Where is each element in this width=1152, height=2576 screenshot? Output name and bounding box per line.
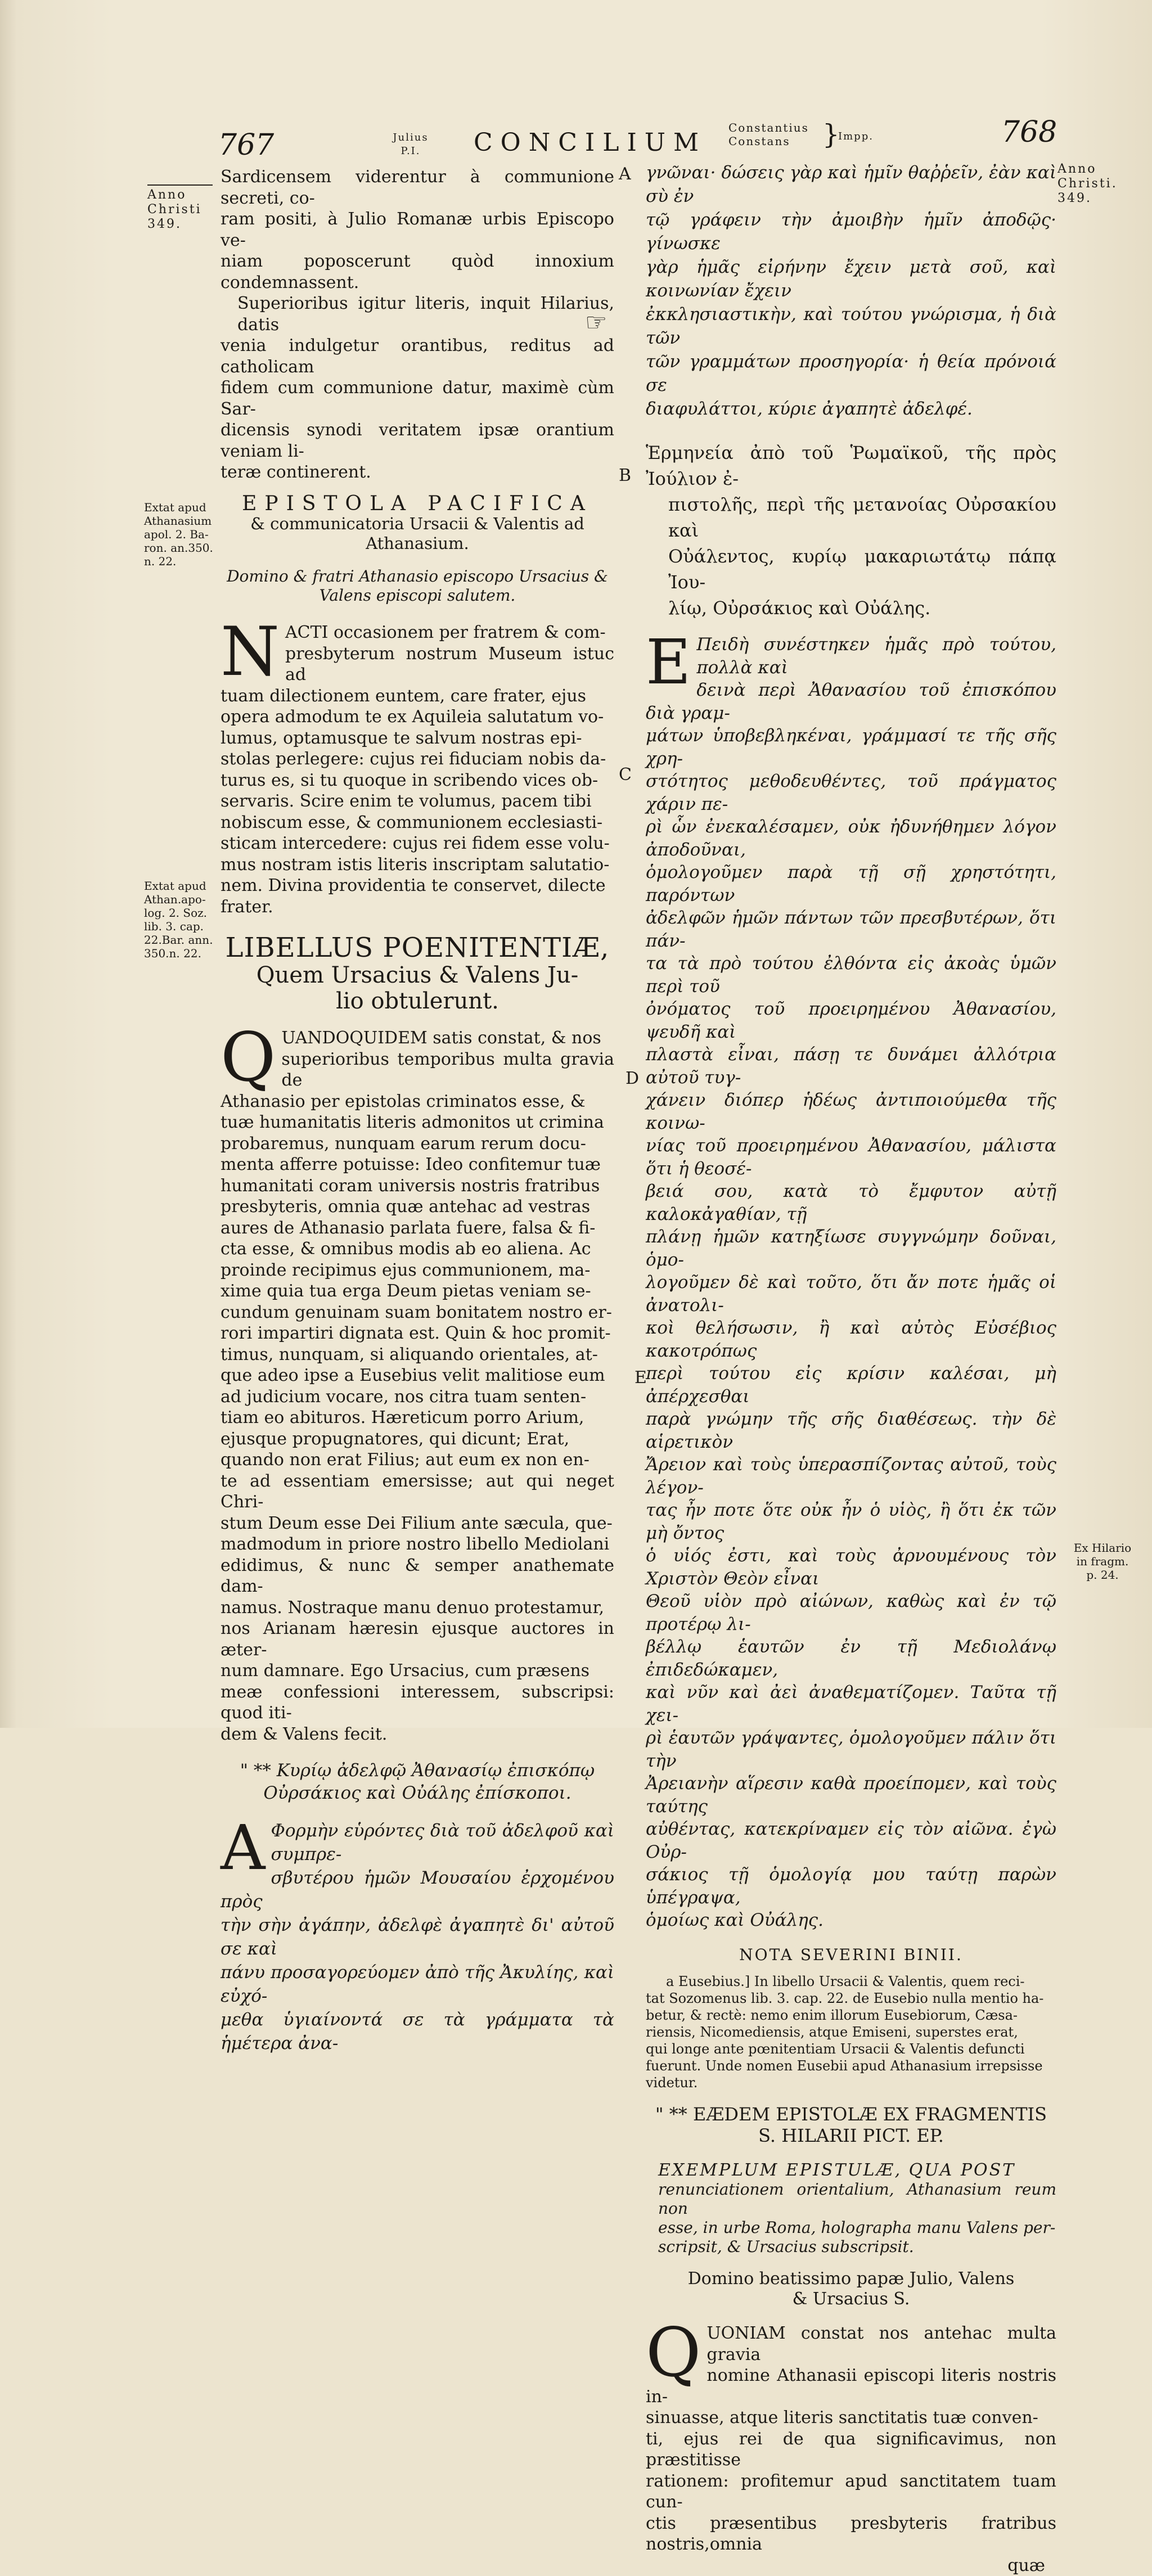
section-letter-e: E [634, 1368, 647, 1388]
text-line: γὰρ ἡμᾶς εἰρήνην ἔχειν μετὰ σοῦ, καὶ κοινωνίαν ἔχειν [646, 255, 1056, 303]
libellus-heading: LIBELLUS POENITENTIÆ, [220, 933, 614, 962]
drop-cap: Q [646, 2326, 701, 2380]
anno-word: Anno [1058, 162, 1131, 177]
text-line: lio obtulerunt. [220, 988, 614, 1014]
epistola-heading: EPISTOLA PACIFICA [220, 493, 614, 515]
margin-note-extat-1 [144, 501, 223, 568]
text-line: meæ confessioni interessem, subscripsi: quod iti- [220, 1682, 614, 1724]
text-line: νίας τοῦ προειρημένου Ἀθανασίου, μάλιστα ὅτι ἡ θεοσέ- [646, 1134, 1056, 1180]
text-line: presbyterum nostrum Museum istuc ad [220, 643, 614, 686]
text-line: dicensis synodi veritatem ipsæ orantium veniam li- [220, 420, 614, 462]
text-line: stum Deum esse Dei Filium ante sæcula, que- [220, 1513, 614, 1534]
text-line: UONIAM constat nos antehac multa gravia [646, 2323, 1056, 2365]
emperor-constans: Constans [728, 134, 809, 148]
text-line: lumus, optamusque te salvum nostras epi- [220, 728, 614, 749]
drop-cap: A [220, 1822, 265, 1873]
text-line: servaris. Scire enim te volumus, pacem tibi [220, 791, 614, 812]
hermeneia-heading [646, 440, 1056, 621]
text-line: ctis præsentibus presbyteris fratribus nostris,omnia [646, 2513, 1056, 2555]
year-number: 349. [147, 217, 215, 232]
text-line: τῶν γραμμάτων προσηγορία· ἡ θεία πρόνοιά σε [646, 350, 1056, 397]
text-line: ἐκκλησιαστικὴν, καὶ τούτου γνώρισμα, ἡ διὰ τῶν [646, 303, 1056, 350]
emperor-constantius: Constantius [728, 121, 809, 134]
text-line: fuerunt. Unde nomen Eusebii apud Athanasium irrepsisse [646, 2057, 1056, 2074]
left-column [220, 166, 614, 2055]
text-line: " ** Κυρίῳ ἀδελφῷ Ἀθανασίῳ ἐπισκόπῳ [220, 1759, 614, 1782]
margin-line: in fragm. [1069, 1555, 1136, 1568]
margin-line: Athan.apo- [144, 893, 223, 906]
eaedem-heading [646, 2104, 1056, 2146]
text-line: Athanasio per epistolas criminatos esse, & [220, 1091, 614, 1113]
text-line: quando non erat Filius; aut eum ex non en- [220, 1449, 614, 1471]
text-line: opera admodum te ex Aquileia salutatum vo- [220, 706, 614, 728]
margin-note-extat-2 [144, 879, 223, 960]
nota-heading: NOTA SEVERINI BINII. [646, 1944, 1056, 1966]
margin-line: apol. 2. Ba- [144, 528, 223, 541]
text-line: proinde recipimus ejus communionem, ma- [220, 1260, 614, 1281]
text-line: tiam eo abituros. Hæreticum porro Arium, [220, 1407, 614, 1429]
text-line: ad judicium vocare, nos citra tuam senten- [220, 1386, 614, 1408]
text-line: κοὶ θελήσωσιν, ἢ καὶ αὐτὸς Εὐσέβιος κακοτρόπως [646, 1317, 1056, 1362]
text-line: edidimus, & nunc & semper anathemate dam- [220, 1555, 614, 1597]
section-letter-a: A [619, 164, 631, 184]
right-column [646, 161, 1056, 2576]
drop-cap: N [220, 625, 280, 679]
margin-line: Extat apud [144, 501, 223, 514]
margin-line: Ex Hilario [1069, 1541, 1136, 1555]
greek-salutation [220, 1759, 614, 1804]
text-line: que adeo ipse a Eusebius velit malitiose eum [220, 1365, 614, 1386]
greek-paragraph [220, 1819, 614, 2055]
text-line: mus nostram istis literis inscriptam salutatio- [220, 854, 614, 876]
text-line: nobiscum esse, & communionem ecclesiasti- [220, 812, 614, 834]
text-line: a Eusebius.] In libello Ursacii & Valentis, quem reci- [646, 1973, 1056, 1990]
year-number: 349. [1058, 191, 1131, 206]
text-line: teræ continerent. [220, 462, 614, 483]
margin-line: log. 2. Soz. [144, 906, 223, 920]
text-line: madmodum in priore nostro libello Mediolani [220, 1534, 614, 1555]
nacti-paragraph [220, 622, 614, 917]
text-line: ρὶ ἑαυτῶν γράψαντες, ὁμολογοῦμεν πάλιν ὅτι τὴν [646, 1727, 1056, 1772]
epistola-subheading [220, 514, 614, 553]
text-line: Οὐάλεντος, κυρίῳ μακαριωτάτῳ πάπᾳ Ἰου- [646, 543, 1056, 595]
text-line: Πειδὴ συνέστηκεν ἡμᾶς πρὸ τούτου, πολλὰ καὶ [646, 633, 1056, 679]
text-line: σβυτέρου ἡμῶν Μουσαίου ἐρχομένου πρὸς [220, 1866, 614, 1913]
text-line: περὶ τούτου εἰς κρίσιν καλέσαι, μὴ ἀπέρχεσθαι [646, 1362, 1056, 1408]
text-line: ὀνόματος τοῦ προειρημένου Ἀθανασίου, ψευδῆ καὶ [646, 998, 1056, 1043]
domino-salutation [646, 2269, 1056, 2309]
anno-word: Anno [147, 188, 215, 202]
margin-line: Extat apud [144, 879, 223, 893]
text-line: venia indulgetur orantibus, reditus ad catholicam [220, 335, 614, 377]
greek-top-paragraph [646, 161, 1056, 421]
text-line: frater. [220, 897, 614, 918]
text-line: πλαστὰ εἶναι, πάσῃ τε δυνάμει ἀλλότρια αὐτοῦ τυγ- [646, 1043, 1056, 1089]
julius-label [388, 131, 433, 158]
text-line: & communicatoria Ursacii & Valentis ad [220, 514, 614, 534]
text-line: humanitati coram universis nostris fratribus [220, 1176, 614, 1197]
text-line: βειά σου, κατὰ τὸ ἔμφυτον αὐτῇ καλοκἀγαθίαν, τῇ [646, 1180, 1056, 1226]
margin-line: ron. an.350. [144, 541, 223, 555]
salutation [220, 567, 614, 605]
margin-line: 350.n. 22. [144, 947, 223, 960]
greek-confession-paragraph [646, 633, 1056, 1932]
text-line: presbyteris, omnia quæ antehac ad vestras [220, 1196, 614, 1218]
text-line: UANDOQUIDEM satis constat, & nos [220, 1028, 614, 1049]
quoniam-paragraph [646, 2323, 1056, 2576]
text-line: ACTI occasionem per fratrem & com- [220, 622, 614, 643]
text-line: λογοῦμεν δὲ καὶ τοῦτο, ὅτι ἄν ποτε ἡμᾶς οἱ ἀνατολι- [646, 1271, 1056, 1317]
text-line: nomine Athanasii episcopi literis nostris in- [646, 2365, 1056, 2407]
text-line: nos Arianam hæresin ejusque auctores in æter- [220, 1618, 614, 1660]
julius-name: Julius [388, 131, 433, 145]
text-line: tat Sozomenus lib. 3. cap. 22. de Eusebio nulla mentio ha- [646, 1990, 1056, 2007]
brace-icon: } [822, 121, 840, 148]
text-line: Ἄρειον καὶ τοὺς ὑπερασπίζοντας αὐτοῦ, τοὺς λέγον- [646, 1453, 1056, 1499]
section-letter-d: D [626, 1069, 639, 1088]
text-line: πιστολῆς, περὶ τῆς μετανοίας Οὐρσακίου καὶ [646, 492, 1056, 543]
text-line: betur, & rectè: nemo enim illorum Eusebiorum, Cæsa- [646, 2007, 1056, 2024]
margin-line: p. 24. [1069, 1568, 1136, 1582]
text-line: διαφυλάττοι, κύριε ἀγαπητὲ ἀδελφέ. [646, 397, 1056, 421]
page-title: CONCILIUM [474, 128, 706, 157]
text-line: esse, in urbe Roma, holographa manu Valens per- [658, 2218, 1056, 2237]
text-line: rationem: profitemur apud sanctitatem tuam cun- [646, 2471, 1056, 2513]
julius-pi: P.I. [388, 145, 433, 158]
text-line: aures de Athanasio parlata fuere, falsa & fi- [220, 1218, 614, 1239]
text-line: χάνειν διόπερ ἡδέως ἀντιποιούμεθα τῆς κοινω- [646, 1089, 1056, 1134]
text-line: ὁ υἱός ἐστι, καὶ τοὺς ἀρνουμένους τὸν Χριστὸν Θεὸν εἶναι [646, 1544, 1056, 1590]
text-line: πλάνῃ ἡμῶν κατηξίωσε συγγνώμην δοῦναι, ὁμο- [646, 1226, 1056, 1271]
text-line: num damnare. Ego Ursacius, cum præsens [220, 1660, 614, 1682]
text-line: καὶ νῦν καὶ ἀεὶ ἀναθεματίζομεν. Ταῦτα τῇ χει- [646, 1681, 1056, 1727]
text-line: tuæ humanitatis literis admonitos ut crimina [220, 1112, 614, 1133]
text-line: παρὰ γνώμην τῆς σῆς διαθέσεως. τὴν δὲ αἱρετικὸν [646, 1408, 1056, 1453]
text-line: ram positi, à Julio Romanæ urbis Episcopo ve- [220, 209, 614, 251]
text-line: ρὶ ὧν ἐνεκαλέσαμεν, οὐκ ἠδυνήθημεν λόγον ἀποδοῦναι, [646, 816, 1056, 861]
text-line: fidem cum communione datur, maximè cùm Sar- [220, 377, 614, 420]
text-line: τὴν σὴν ἀγάπην, ἀδελφὲ ἀγαπητὲ δι' αὐτοῦ σε καὶ [220, 1913, 614, 1961]
text-line: Οὐρσάκιος καὶ Οὐάλης ἐπίσκοποι. [220, 1782, 614, 1804]
text-line: xime quia tua erga Deum pietas veniam se- [220, 1281, 614, 1302]
text-line: scripsit, & Ursacius subscripsit. [658, 2237, 1056, 2257]
text-line: superioribus temporibus multa gravia de [220, 1049, 614, 1091]
text-line: tuam dilectionem euntem, care frater, ejus [220, 686, 614, 707]
text-line: stolas perlegere: cujus rei fiduciam nobis da- [220, 749, 614, 770]
text-line: timus, nunquam, si aliquando orientales, at- [220, 1344, 614, 1366]
text-line: dem & Valens fecit. [220, 1724, 614, 1745]
page-number-right: 768 [1001, 115, 1057, 149]
text-line: ἀδελφῶν ἡμῶν πάντων τῶν πρεσβυτέρων, ὅτι πάν- [646, 907, 1056, 952]
text-line: ti, ejus rei de qua significavimus, non præstitisse [646, 2429, 1056, 2471]
text-line: qui longe ante pœnitentiam Ursacii & Valentis defuncti [646, 2041, 1056, 2057]
christi-word: Christi [147, 202, 215, 217]
section-letter-c: C [619, 765, 632, 785]
margin-line: n. 22. [144, 555, 223, 568]
text-line: τῷ γράφειν τὴν ἀμοιβὴν ἡμῖν ἀποδῷς· γίνωσκε [646, 208, 1056, 255]
text-line: μεθα ὑγιαίνοντά σε τὰ γράμματα τὰ ἡμέτερα ἀνα- [220, 2008, 614, 2055]
text-line: Sardicensem viderentur à communione secreti, co- [220, 166, 614, 209]
text-line: Superioribus igitur literis, inquit Hilarius, datis [220, 293, 614, 335]
text-line: EXEMPLUM EPISTULÆ, QUA POST [658, 2161, 1056, 2180]
text-line: rori impartiri dignata est. Quin & hoc promit- [220, 1323, 614, 1344]
text-line: Φορμὴν εὑρόντες διὰ τοῦ ἀδελφοῦ καὶ συμπρε- [220, 1819, 614, 1866]
pointing-hand-icon: ☞ [585, 308, 607, 337]
emperors-label [728, 121, 809, 148]
impp-label: Impp. [838, 130, 874, 143]
text-line: menta afferre potuisse: Ideo confitemur tuæ [220, 1154, 614, 1176]
anno-christi-right [1058, 162, 1131, 206]
page-number-left: 767 [218, 128, 274, 162]
text-line: μάτων ὑποβεβληκέναι, γράμμασί τε τῆς σῆς χρη- [646, 724, 1056, 770]
text-line: Θεοῦ υἱὸν πρὸ αἰώνων, καθὼς καὶ ἐν τῷ προτέρῳ λι- [646, 1590, 1056, 1636]
text-line: τας ἦν ποτε ὅτε οὐκ ἦν ὁ υἱὸς, ἢ ὅτι ἐκ τῶν μὴ ὄντος [646, 1499, 1056, 1544]
margin-line: lib. 3. cap. [144, 920, 223, 933]
drop-cap: E [646, 637, 691, 687]
text-line: ejusque propugnatores, qui dicunt; Erat, [220, 1429, 614, 1450]
text-line: βέλλῳ ἑαυτῶν ἐν τῇ Μεδιολάνῳ ἐπιδεδώκαμεν, [646, 1636, 1056, 1681]
text-line: Domino & fratri Athanasio episcopo Ursacius & [220, 567, 614, 586]
text-line: renunciationem orientalium, Athanasium reum non [658, 2180, 1056, 2218]
text-line: namus. Nostraque manu denuo protestamur, [220, 1597, 614, 1619]
text-line: Quem Ursacius & Valens Ju- [220, 962, 614, 988]
text-line: sinuasse, atque literis sanctitatis tuæ conven- [646, 2407, 1056, 2429]
text-line: σάκιος τῇ ὁμολογίᾳ μου ταύτῃ παρὼν ὑπέγραψα, [646, 1863, 1056, 1909]
text-line: sticam intercedere: cujus rei fidem esse volu- [220, 833, 614, 854]
text-line: & Ursacius S. [646, 2289, 1056, 2309]
text-line: S. HILARII PICT. EP. [646, 2125, 1056, 2146]
text-line: πάνυ προσαγορεύομεν ἀπὸ τῆς Ἀκυλίης, καὶ εὐχό- [220, 1961, 614, 2008]
text-line: δεινὰ περὶ Ἀθανασίου τοῦ ἐπισκόπου διὰ γραμ- [646, 679, 1056, 724]
christi-word: Christi. [1058, 177, 1131, 191]
catchword: quæ [646, 2555, 1056, 2576]
text-line: turus es, si tu quoque in scribendo vices ob- [220, 770, 614, 791]
text-line: αὐθέντας, κατεκρίναμεν εἰς τὸν αἰῶνα. ἐγὼ Οὐρ- [646, 1818, 1056, 1863]
text-line: Valens episcopi salutem. [220, 586, 614, 605]
nota-paragraph [646, 1973, 1056, 2091]
text-line: riensis, Nicomediensis, atque Emiseni, superstes erat, [646, 2024, 1056, 2041]
text-line: Domino beatissimo papæ Julio, Valens [646, 2269, 1056, 2289]
text-line: niam poposcerunt quòd innoxium condemnassent. [220, 251, 614, 293]
text-line: cundum genuinam suam bonitatem nostro er- [220, 1302, 614, 1323]
drop-cap: Q [220, 1031, 276, 1085]
text-line: te ad essentiam emersisse; aut qui neget Chri- [220, 1471, 614, 1513]
exemplum-heading [646, 2161, 1056, 2257]
margin-note-hilario [1069, 1541, 1136, 1582]
text-line: Ἀρειανὴν αἵρεσιν καθὰ προείπομεν, καὶ τοὺς ταύτης [646, 1772, 1056, 1818]
libellus-subheading [220, 962, 614, 1014]
anno-rule [147, 184, 213, 186]
margin-line: 22.Bar. ann. [144, 933, 223, 947]
section-letter-b: B [619, 466, 631, 485]
text-line: λίῳ, Οὐρσάκιος καὶ Οὐάλης. [646, 595, 1056, 621]
text-line: γνῶναι· δώσεις γὰρ καὶ ἡμῖν θαῤῥεῖν, ἐὰν καὶ σὺ ἐν [646, 161, 1056, 208]
text-line: probaremus, nunquam earum rerum docu- [220, 1133, 614, 1155]
text-line: στότητος μεθοδευθέντες, τοῦ πράγματος χάριν πε- [646, 770, 1056, 816]
text-line: " ** EÆDEM EPISTOLÆ EX FRAGMENTIS [646, 2104, 1056, 2125]
text-line: Ἑρμηνεία ἀπὸ τοῦ Ῥωμαϊκοῦ, τῆς πρὸς Ἰούλιον ἐ- [646, 440, 1056, 492]
anno-christi-left [147, 184, 215, 232]
text-line: τα τὰ πρὸ τούτου ἐλθόντα εἰς ἀκοὰς ὑμῶν περὶ τοῦ [646, 952, 1056, 998]
text-line: Athanasium. [220, 534, 614, 553]
margin-line: Athanasium [144, 514, 223, 528]
quandoquidem-paragraph [220, 1028, 614, 1745]
text-line: nem. Divina providentia te conservet, dilecte [220, 875, 614, 897]
text-line: videtur. [646, 2074, 1056, 2091]
text-line: ὁμολογοῦμεν παρὰ τῇ σῇ χρηστότητι, παρόντων [646, 861, 1056, 907]
text-line: cta esse, & omnibus modis ab eo aliena. Ac [220, 1239, 614, 1260]
text-line: ὁμοίως καὶ Οὐάλης. [646, 1909, 1056, 1932]
intro-paragraph [220, 166, 614, 483]
